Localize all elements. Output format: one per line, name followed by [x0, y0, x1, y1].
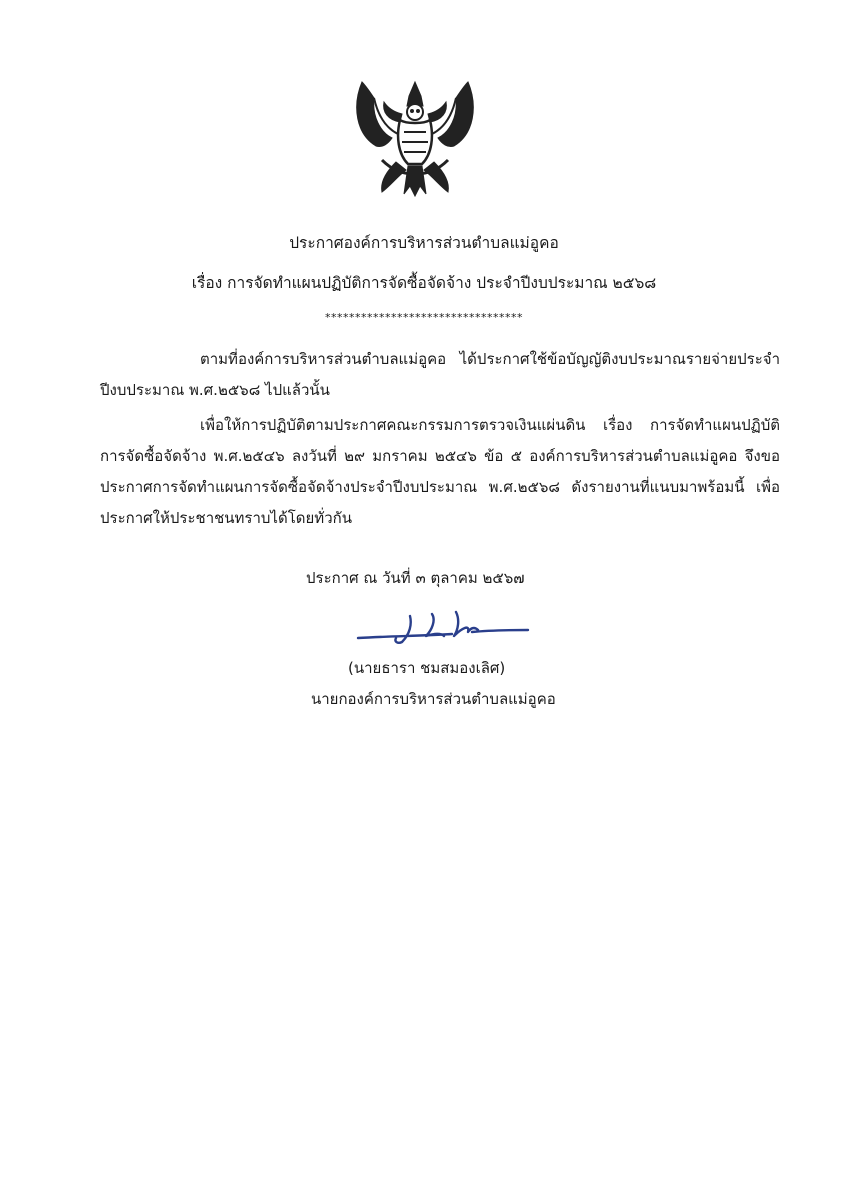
paragraph-2-text: เพื่อให้การปฏิบัติตามประกาศคณะกรรมการตรวจเงินแผ่นดิน เรื่อง การจัดทำแผนปฏิบัติการจัดซื้อจัดจ้าง พ.ศ.๒๕๔๖ ลงวันที่ ๒๙ มกราคม ๒๕๔๖ ข้อ ๕ องค์การบริหารส่วนตำบลแม่อูคอ จึงขอประกาศการจัดทำแผนการจัดซื้อจัดจ้างประจำปีงบประมาณ พ.ศ.๒๕๖๘ ดังรายงานที่แนบมาพร้อมนี้ เพื่อประกาศให้ประชาชนทราบได้โดยทั่วกัน [100, 416, 780, 527]
signer-name: (นายธารา ชมสมองเลิศ) [348, 659, 506, 677]
dateline: ประกาศ ณ วันที่ ๓ ตุลาคม ๒๕๖๗ [306, 569, 525, 587]
separator: ********************************* [325, 311, 523, 324]
garuda-emblem-icon [352, 76, 478, 198]
paragraph-1 [100, 344, 780, 406]
signer-position: นายกองค์การบริหารส่วนตำบลแม่อูคอ [311, 690, 556, 708]
paragraph-1-text: ตามที่องค์การบริหารส่วนตำบลแม่อูคอ ได้ประกาศใช้ข้อบัญญัติงบประมาณรายจ่ายประจำปีงบประมาณ พ.ศ.๒๕๖๘ ไปแล้วนั้น [100, 350, 780, 399]
announcement-subject: เรื่อง การจัดทำแผนปฏิบัติการจัดซื้อจัดจ้าง ประจำปีงบประมาณ ๒๕๖๘ [191, 274, 657, 292]
paragraph-2 [100, 410, 780, 534]
handwritten-signature [352, 606, 532, 648]
announcement-title: ประกาศองค์การบริหารส่วนตำบลแม่อูคอ [289, 234, 559, 252]
